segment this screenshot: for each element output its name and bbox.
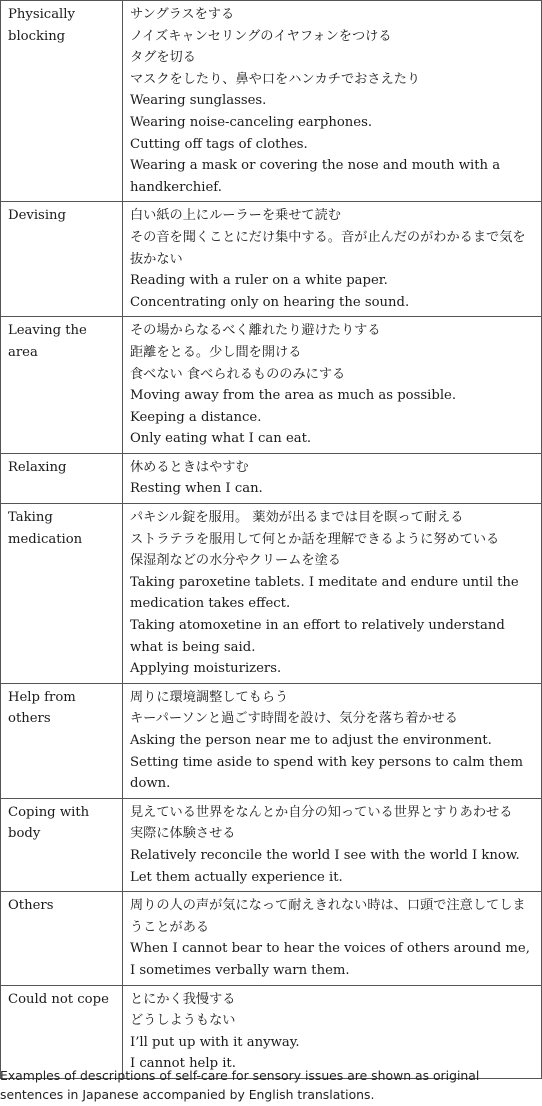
description-line: サングラスをする bbox=[130, 7, 235, 22]
description-line: When I cannot bear to hear the voices of others around me, I sometimes verbally warn them. bbox=[130, 941, 530, 978]
description-cell bbox=[123, 317, 542, 454]
description-line: Wearing sunglasses. bbox=[130, 93, 267, 109]
description-line: Wearing a mask or covering the nose and mouth with a handkerchief. bbox=[130, 158, 501, 195]
category-cell: Physically blocking bbox=[1, 1, 123, 202]
description-line: 休めるときはやすむ bbox=[130, 459, 249, 475]
category-cell: Coping with body bbox=[1, 798, 123, 891]
description-line: Concentrating only on hearing the sound. bbox=[130, 294, 410, 310]
table-row bbox=[1, 504, 542, 684]
description-line: 周りに環境調整してもらう bbox=[130, 689, 289, 705]
description-cell bbox=[123, 202, 542, 317]
category-cell: Could not cope bbox=[1, 985, 123, 1078]
description-line: 保湿剤などの水分やクリームを塗る bbox=[130, 553, 341, 569]
description-line: Reading with a ruler on a white paper. bbox=[130, 273, 388, 289]
description-line: 実際に体験させる bbox=[130, 826, 236, 842]
description-line: Moving away from the area as much as possible. bbox=[130, 388, 457, 404]
description-line: 見えている世界をなんとか自分の知っている世界とすりあわせる bbox=[130, 804, 513, 820]
table-row bbox=[1, 892, 542, 985]
description-line: どうしようもない bbox=[130, 1013, 236, 1029]
description-line: ストラテラを服用して何とか話を理解できるように努めている bbox=[130, 531, 500, 547]
table-row bbox=[1, 985, 542, 1078]
description-line: ノイズキャンセリングのイヤフォンをつける bbox=[130, 28, 392, 44]
description-line: Setting time aside to spend with key persons to calm them down. bbox=[130, 754, 523, 792]
description-line: Taking paroxetine tablets. I meditate and endure until the medication takes effect. bbox=[130, 574, 519, 612]
description-line: Applying moisturizers. bbox=[130, 661, 282, 677]
description-line: Let them actually experience it. bbox=[130, 869, 343, 885]
category-cell: Others bbox=[1, 892, 123, 985]
description-line: 距離をとる。少し間を開ける bbox=[130, 344, 302, 360]
category-cell: Devising bbox=[1, 202, 123, 317]
table-row bbox=[1, 202, 542, 317]
description-line: パキシル錠を服用。 薬効が出るまでは目を瞑って耐える bbox=[130, 510, 464, 526]
description-cell bbox=[123, 798, 542, 891]
table-caption: Examples of descriptions of self-care for sensory issues are shown as original sentences in Japanese accompanied by English translations. bbox=[0, 1068, 480, 1102]
description-line: 食べない 食べられるもののみにする bbox=[130, 366, 346, 382]
description-line: マスクをしたり、鼻や口をハンカチでおさえたり bbox=[130, 71, 421, 87]
table-body bbox=[1, 1, 542, 1079]
description-line: 白い紙の上にルーラーを乗せて読む bbox=[130, 208, 341, 224]
description-line: Keeping a distance. bbox=[130, 409, 262, 425]
description-line: タグを切る bbox=[130, 50, 196, 66]
description-line: キーパーソンと過ごす時間を設け、気分を落ち着かせる bbox=[130, 711, 458, 727]
description-line: Asking the person near me to adjust the environment. bbox=[130, 733, 492, 748]
description-line: Relatively reconcile the world I see with the world I know. bbox=[130, 847, 520, 863]
description-line: Taking atomoxetine in an effort to relatively understand what is being said. bbox=[130, 618, 505, 655]
description-line: 周りの人の声が気になって耐えきれない時は、口頭で注意してしまうことがある bbox=[130, 898, 526, 935]
description-line: I’ll put up with it anyway. bbox=[130, 1034, 300, 1050]
description-line: I cannot help it. bbox=[130, 1056, 236, 1072]
description-line: とにかく我慢する bbox=[130, 991, 236, 1007]
table-row bbox=[1, 1, 542, 202]
category-cell: Relaxing bbox=[1, 453, 123, 503]
category-cell: Help from others bbox=[1, 683, 123, 798]
description-cell bbox=[123, 1, 542, 202]
description-cell bbox=[123, 504, 542, 684]
table-row bbox=[1, 453, 542, 503]
table-row bbox=[1, 317, 542, 454]
description-cell bbox=[123, 453, 542, 503]
table-row bbox=[1, 798, 542, 891]
description-line: Resting when I can. bbox=[130, 481, 263, 497]
description-line: Wearing noise-canceling earphones. bbox=[130, 114, 373, 130]
description-cell bbox=[123, 683, 542, 798]
description-line: Cutting off tags of clothes. bbox=[130, 136, 308, 152]
table-row bbox=[1, 683, 542, 798]
category-cell: Taking medication bbox=[1, 504, 123, 684]
description-cell bbox=[123, 892, 542, 985]
category-cell: Leaving the area bbox=[1, 317, 123, 454]
description-cell bbox=[123, 985, 542, 1078]
description-line: Only eating what I can eat. bbox=[130, 431, 312, 447]
description-line: その場からなるべく離れたり避けたりする bbox=[130, 323, 381, 339]
description-line: その音を聞くことにだけ集中する。音が止んだのがわかるまで気を抜かない bbox=[130, 229, 526, 267]
